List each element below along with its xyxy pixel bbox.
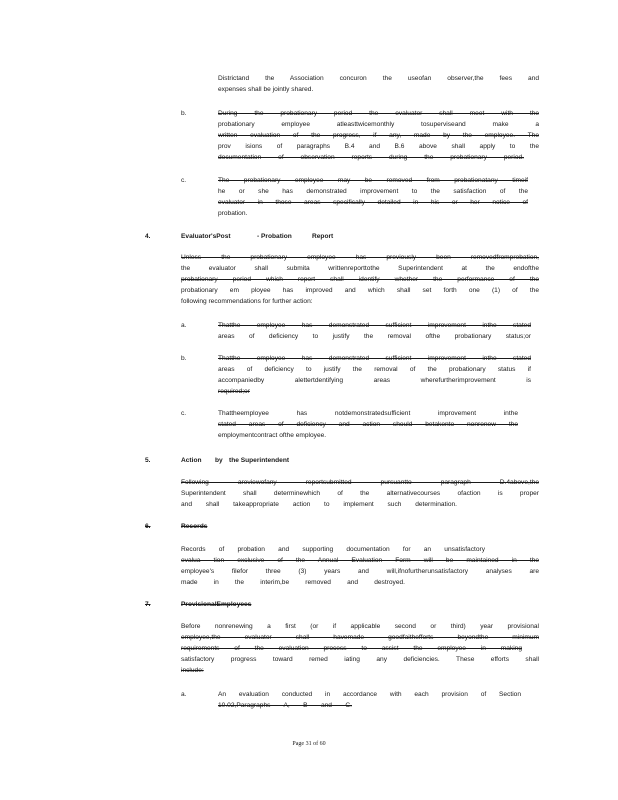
text-line: evaluator in those areas specifically detailed in his or her notice of [218,199,528,206]
text-line: required;or [218,388,250,395]
list-item-monthly-supervision [218,108,539,163]
heading-part: Evaluator'sPost [181,233,231,240]
list-marker: b. [181,110,187,117]
paragraph-provisional-employees [181,621,539,676]
text-line: documentation of observation reports during the probationary period. [218,154,524,161]
text-line: employee,the evaluator shall havemade goodfaithefforts beyondthe minimum [181,634,539,641]
list-item-recommendation-c [218,408,518,441]
list-marker: c. [181,177,187,184]
section-heading [181,231,333,242]
text-line: probation. [218,210,248,217]
list-marker: c. [181,410,187,417]
text-line: evalua tion exclusive of the Annual Evaluation Form will be maintained in the [181,557,539,564]
heading-part: Report [312,233,334,240]
section-heading: Records [181,523,208,530]
heading-part: the Superintendent [229,457,290,464]
text-line: Thattheemployee has notdemonstratedsufficient improvement inthe [218,410,518,417]
text-line: Records of probation and supporting documentation for an unsatisfactory [181,546,485,553]
heading-part: - Probation [257,233,292,240]
section-heading: ProvisionalEmployees [181,601,252,608]
text-line: the evaluator shall submita writtenreporttothe Superintendent at the endofthe [181,265,539,272]
text-line: probationary period which report shall identify whether the performance of the [181,276,539,283]
text-line: During the probationary period the evaluator shall meet with the [218,110,539,117]
text-line: and shall takeappropriate action to implement such determination. [181,501,457,508]
page-number: Page 31 of 60 [292,741,326,747]
paragraph-records [181,544,539,588]
text-line: Superintendent shall determinewhich of the alternativecourses ofaction is proper [181,490,539,497]
heading-part: by [215,457,223,464]
list-marker: a. [181,691,187,698]
text-line: employmentcontract ofthe employee. [218,432,327,439]
text-line: made in the interim,be removed and destroyed. [181,579,405,586]
paragraph-observer-costs [218,73,539,95]
list-item-recommendation-b [218,353,531,397]
list-item-recommendation-a [218,320,531,342]
text-line: prov isions of paragraphs B.4 and B.6 above shall apply to the [218,143,539,150]
text-line: following recommendations for further action: [181,298,313,305]
section-number: 6. [145,523,151,530]
list-marker: a. [181,322,187,329]
heading-part: Action [181,457,202,464]
text-line: Districtand the Association concuron the useofan observer,the fees and [218,75,539,82]
section-number: 5. [145,457,151,464]
text-line: The probationary employee may be removed from probationatany timeif [218,177,528,184]
text-line: satisfactory progress toward remed iating any deficiencies. These efforts shall [181,656,539,663]
text-line: include: [181,667,204,674]
list-item-removal-from-probation [218,175,528,219]
list-marker: b. [181,355,187,362]
section-heading [181,455,289,466]
text-line: probationary em ployee has improved and which shall set forth one (1) of the [181,287,539,294]
text-line: Before nonrenewing a first (or if applicable second or third) year provisional [181,623,539,630]
text-line: Thatthe employee has demonstrated sufficient improvement inthe stated [218,322,531,329]
text-line: requirements of the evaluation process to assist the employee in making [181,645,522,652]
list-item-evaluation-conducted [218,689,539,711]
text-line: probationary employee atleasttwicemonthly tosuperviseand make a [218,121,539,128]
section-number: 7. [145,601,151,608]
paragraph-superintendent-action [181,477,539,510]
text-line: stated areas of deficiency and action should betakento nonrenew the [218,421,518,428]
text-line: 10.02,Paragraphs A, B and C. [218,702,352,709]
text-line: areas of deficiency to justify the removal ofthe probationary status;or [218,333,531,340]
text-line: Unless the probationary employee has previously been removedfromprobation, [181,254,539,261]
text-line: areas of deficiency to justify the removal of the probationary status if [218,366,531,373]
text-line: expenses shall be jointly shared. [218,86,314,93]
text-line: written evaluation of the progress, if any, made by the employee. The [218,132,539,139]
text-line: Following areviewofany reportsubmitted pursuantto paragraph D.4above,the [181,479,539,486]
paragraph-post-probation-report [181,252,539,307]
section-number: 4. [145,233,151,240]
text-line: accompaniedby alettertdentifying areas wherefurtherimprovement is [218,377,531,384]
text-line: he or she has demonstrated improvement to the satisfaction of the [218,188,528,195]
text-line: Thatthe employee has demonstrated sufficient improvement inthe stated [218,355,531,362]
text-line: An evaluation conducted in accordance with each provision of Section [218,691,521,698]
text-line: employee's filefor three (3) years and will,ifnofurtherunsatisfactory analyses are [181,568,539,575]
